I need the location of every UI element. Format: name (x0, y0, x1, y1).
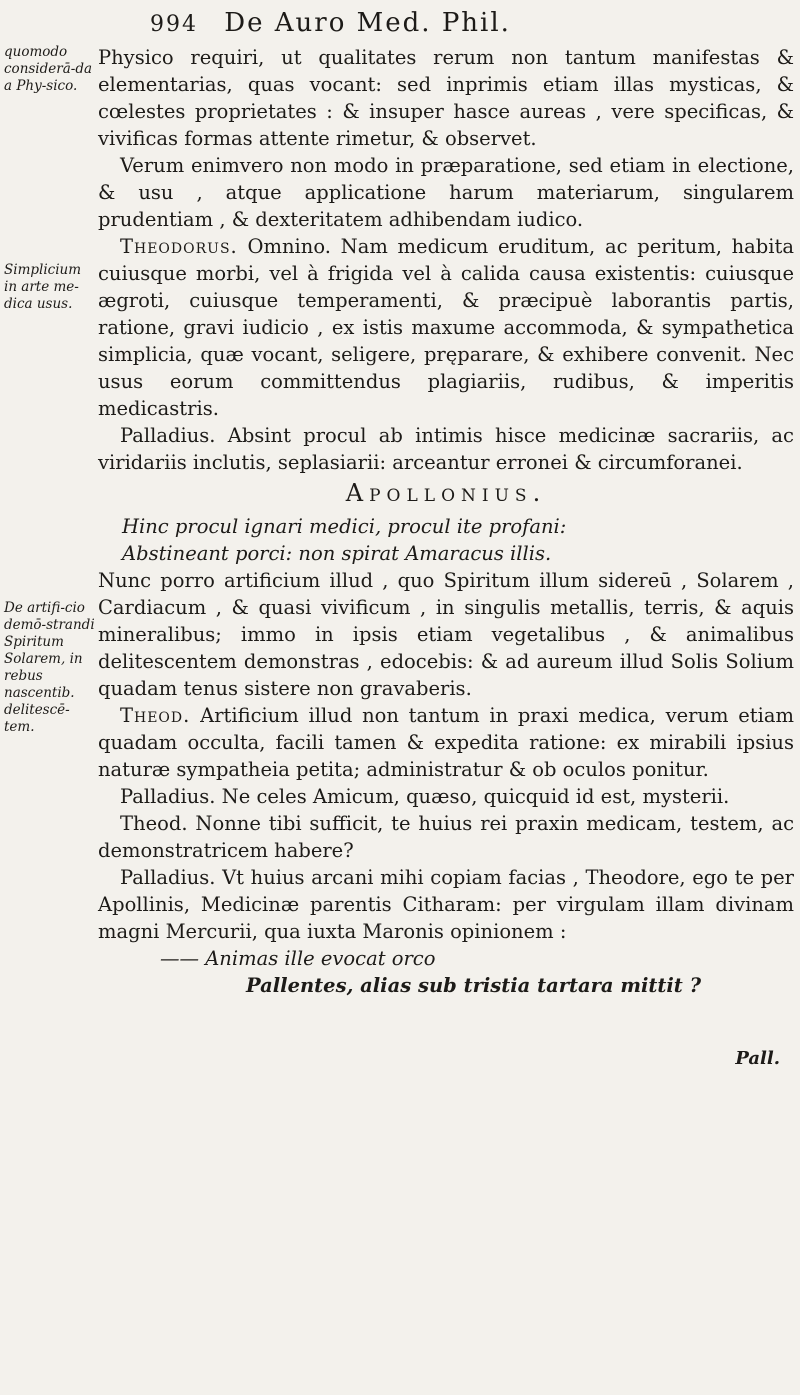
paragraph (98, 783, 794, 810)
section-heading: Apollonius. (345, 479, 547, 507)
paragraph (98, 864, 794, 945)
speaker-name: Palladius. (120, 866, 216, 889)
paragraph (98, 810, 794, 864)
paragraph-text: Physico requiri, ut qualitates rerum non tantum manifestas & elementarias, quas vocant: sed inprimis etiam illas mysticas, & cœlestes proprietates : & insuper hasce aureas , vere specificas, & vivificas formas attente rimetur, & observet. (98, 46, 794, 150)
verse-line: Abstineant porci: non spirat Amaracus illis. (122, 542, 552, 565)
paragraph (98, 44, 794, 152)
page-number: 994 (150, 12, 198, 37)
paragraph-text: Vt huius arcani mihi copiam facias , Theodore, ego te per Apollinis, Medicinæ parentis Citharam: per virgulam illam divinam magni Mercurii, qua iuxta Maronis opinionem : (98, 866, 795, 943)
main-text (98, 44, 794, 999)
running-title: De Auro Med. Phil. (224, 8, 511, 38)
speaker-name: Theod. (120, 812, 188, 835)
paragraph-text: Verum enimvero non modo in præparatione, sed etiam in electione, & usu , atque applicatione harum materiarum, singularem prudentiam , & dexteritatem adhibendam iudico. (98, 154, 794, 231)
paragraph-text: Nonne tibi sufficit, te huius rei praxin medicam, testem, ac demonstratricem habere? (98, 812, 794, 862)
catchword: Pall. (735, 1048, 780, 1069)
marginal-note: Simplicium in arte me-dica usus. (4, 262, 82, 312)
running-header (150, 8, 790, 38)
speaker-name: Theodorus. (120, 235, 238, 258)
marginal-note: quomodo considerā-da a Phy-sico. (4, 44, 93, 94)
paragraph (98, 422, 794, 476)
paragraph (98, 567, 794, 702)
speaker-name: Theod. (120, 704, 191, 727)
paragraph-text: Artificium illud non tantum in praxi medica, verum etiam quadam occulta, facili tamen & expedita ratione: ex mirabili ipsius naturæ sympatheia petita; administratur & ob oculos ponitur. (98, 704, 795, 781)
paragraph (98, 233, 794, 422)
paragraph-text: Omnino. Nam medicum eruditum, ac peritum, habita cuiusque morbi, vel à frigida vel à calida causa existentis: cuiusque ægroti, cuiusque temperamenti, & præcipuè laborantis partis, ratione, gravi iudicio , ex istis maxume accommoda, & sympathetica simplicia, quæ vocant, seligere, pręparare, & exhibere convenit. Nec usus eorum committendus plagiariis, rudibus, & imperitis medicastris. (98, 235, 794, 420)
marginal-note: De artifi-cio demō-strandi Spiritum Solarem, in rebus nascentib. delitescē-tem. (4, 600, 95, 735)
paragraph-text: Ne celes Amicum, quæso, quicquid id est, mysterii. (221, 785, 730, 808)
paragraph-text: Absint procul ab intimis hisce medicinæ sacrariis, ac viridariis inclutis, seplasiarii: arceantur erronei & circumforanei. (98, 424, 794, 474)
verse-line: —— Animas ille evocat orco (160, 947, 436, 970)
paragraph (98, 702, 794, 783)
paragraph (98, 152, 794, 233)
speaker-name: Palladius. (120, 785, 216, 808)
verse-line: Hinc procul ignari medici, procul ite profani: (122, 515, 567, 538)
paragraph-text: Nunc porro artificium illud , quo Spiritum illum sidereū , Solarem , Cardiacum , & quasi vivificum , in singulis metallis, terris, & aquis mineralibus; immo in ipsis etiam vegetalibus , & animalibus delitescentem demonstras , edocebis: & ad aureum illud Solis Solium quadam tenus sistere non gravaberis. (98, 569, 794, 700)
verse-line: Pallentes, alias sub tristia tartara mittit ? (246, 974, 702, 997)
speaker-name: Palladius. (120, 424, 216, 447)
